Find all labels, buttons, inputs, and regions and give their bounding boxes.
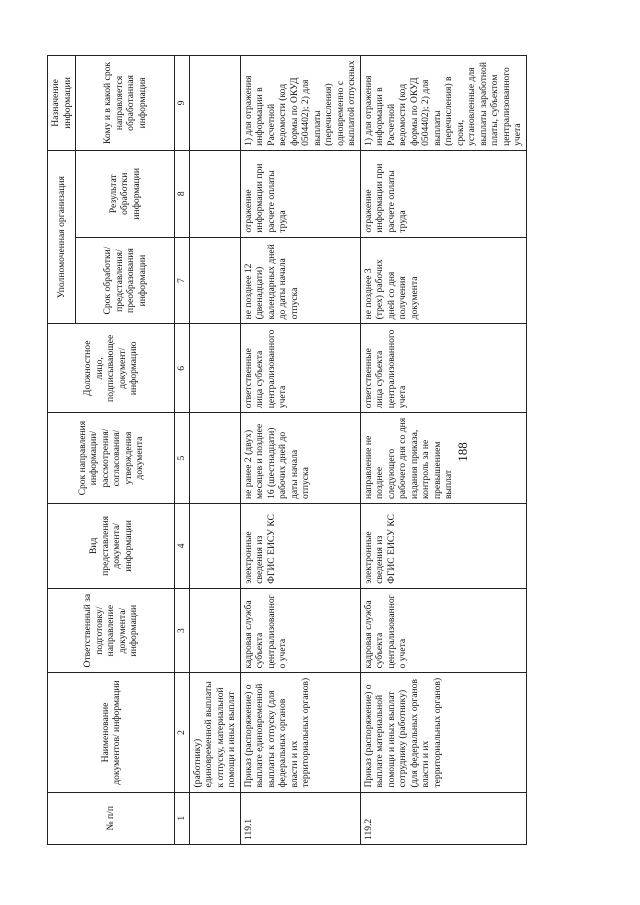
document-name: Приказ (распоряжение) о выплате материальной помощи и иных выплат сотруднику (работнику) (для федеральных органов власти и их территориальных органов): [360, 673, 526, 792]
header-authorized-org: Уполномоченная организация: [48, 150, 76, 324]
header-signer: Должностное лицо, подписывающее документ/ информацию: [48, 324, 175, 413]
header-responsible: Ответственный за подготовку/ направление документа/ информации: [48, 588, 175, 673]
procedure-table: [47, 55, 527, 845]
presentation-form: [189, 504, 240, 589]
recipient: [189, 56, 240, 151]
column-index: 7: [175, 237, 190, 324]
processing-result: отражение информации при расчете оплаты труда: [360, 150, 526, 237]
signer: [189, 324, 240, 413]
page-number: 188: [455, 442, 470, 462]
header-document-name: Наименование документов/ информации: [48, 673, 175, 792]
row-number: [189, 792, 240, 844]
column-index-row: [175, 56, 190, 845]
signer: ответственные лица субъекта централизованного учета: [360, 324, 526, 413]
presentation-form: электронные сведения из ФГИС ЕИСУ КС: [360, 504, 526, 589]
presentation-form: электронные сведения из ФГИС ЕИСУ КС: [240, 504, 360, 589]
table-row: [360, 56, 526, 845]
table-row: [240, 56, 360, 845]
header-recipient: Кому и в какой срок направляется обработанная информация: [76, 56, 175, 151]
processing-result: [189, 150, 240, 237]
column-index: 8: [175, 150, 190, 237]
header-row-1: [48, 56, 76, 845]
processing-deadline: не позднее 3 (трех) рабочих дней со дня получения документа: [360, 237, 526, 324]
header-presentation-form: Вид представления документа/ информации: [48, 504, 175, 589]
header-processing-result: Результат обработки информации: [76, 150, 175, 237]
responsible: [189, 588, 240, 673]
processing-result: отражение информации при расчете оплаты труда: [240, 150, 360, 237]
signer: ответственные лица субъекта централизованного учета: [240, 324, 360, 413]
column-index: 9: [175, 56, 190, 151]
recipient: 1) для отражения информации в Расчетной ведомости (код формы по ОКУД 0504402); 2) для выплаты (перечисления) одновременно с выплатой отпускных: [240, 56, 360, 151]
responsible: кадровая служба субъекта централизованного учета: [360, 588, 526, 673]
header-destination-group: Назначение информации: [48, 56, 76, 151]
header-deadline: Срок направления информации/ рассмотрения/ согласования/ утверждения документа: [48, 413, 175, 504]
column-index: 3: [175, 588, 190, 673]
document-name: (работнику) единовременной выплаты к отпуску, материальной помощи и иных выплат: [189, 673, 240, 792]
processing-deadline: не позднее 12 (двенадцати) календарных дней до даты начала отпуска: [240, 237, 360, 324]
rotated-page: [47, 55, 607, 845]
rotated-content: [47, 55, 607, 845]
deadline: не ранее 2 (двух) месяцев и позднее 16 (шестнадцати) рабочих дней до даты начала отпуска: [240, 413, 360, 504]
column-index: 5: [175, 413, 190, 504]
column-index: 1: [175, 792, 190, 844]
row-number: 119.2: [360, 792, 526, 844]
responsible: кадровая служба субъекта централизованного учета: [240, 588, 360, 673]
deadline: [189, 413, 240, 504]
recipient: 1) для отражения информации в Расчетной ведомости (код формы по ОКУД 0504402); 2) для выплаты (перечисления) в сроки, установленные для выплаты заработной платы, субъектом централизованного учета: [360, 56, 526, 151]
header-number: № п/п: [48, 792, 175, 844]
column-index: 6: [175, 324, 190, 413]
column-index: 2: [175, 673, 190, 792]
row-number: 119.1: [240, 792, 360, 844]
processing-deadline: [189, 237, 240, 324]
column-index: 4: [175, 504, 190, 589]
table-row: [189, 56, 240, 845]
header-processing-deadline: Срок обработки/ представления/ преобразования информации: [76, 237, 175, 324]
document-name: Приказ (распоряжение) о выплате единовременной выплаты к отпуску (для федеральных органов власти и их территориальных органов): [240, 673, 360, 792]
deadline: направление не позднее следующего рабочего дня со дня издания приказа, контроль за не превышением выплат: [360, 413, 526, 504]
